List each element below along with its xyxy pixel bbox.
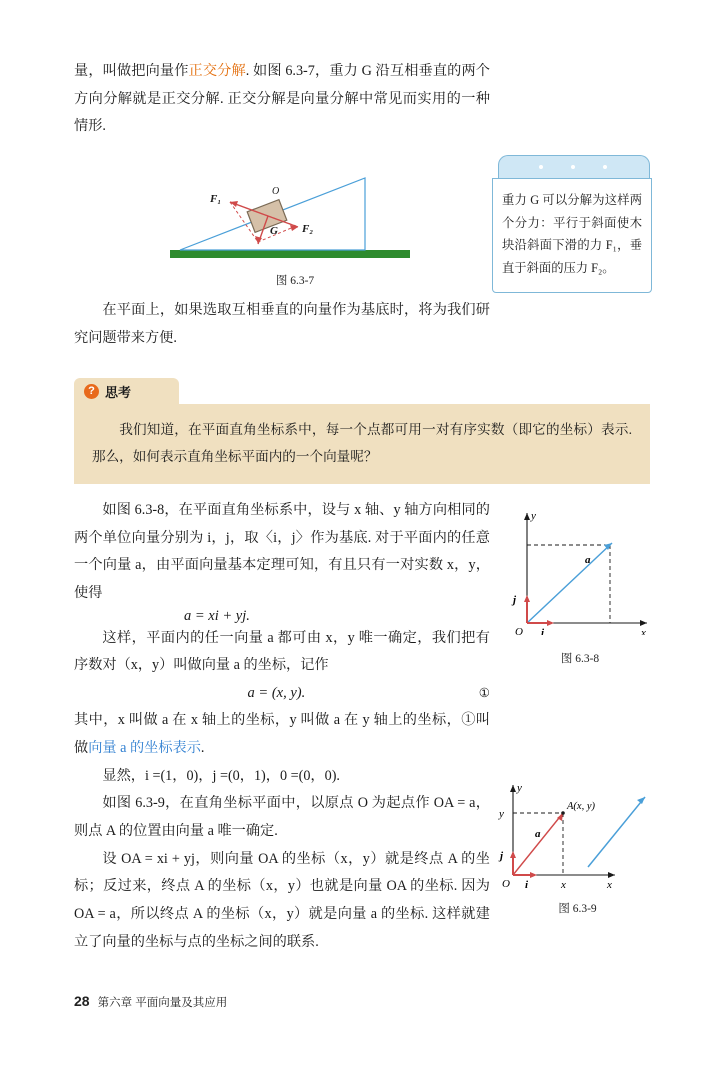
label-xcoord: x [561,879,566,891]
thinking-body: 我们知道，在平面直角坐标系中，每一个点都可用一对有序实数（即它的坐标）表示. 那么，如何表示直角坐标平面内的一个向量呢？ [74,404,650,484]
label-x: x [607,879,612,891]
formula-1: a = xi + yj. [184,607,250,624]
figure-638 [505,505,655,635]
label-g: G [270,225,278,237]
page-footer [74,993,227,1010]
note-card-tab [498,155,650,178]
lower-body [74,497,490,956]
note-dot-1 [539,165,543,169]
top-paragraph-prefix: 量，叫做把向量作 [74,63,189,79]
label-y: y [517,782,522,794]
figure-638-caption: 图 6.3-8 [560,653,600,665]
formula-2-wrapper [74,685,490,702]
label-j: j [500,850,504,862]
formula-2: a = (x, y). [247,685,306,702]
body-paragraph-5: 如图 6.3-9，在直角坐标平面中，以原点 O 为起点作 OA = a，则点 A 的位置由向量 a 唯一确定. [74,795,490,839]
label-j: j [513,594,517,606]
body-paragraph-3a: 其中，x 叫做 a 在 x 轴上的坐标，y 叫做 a 在 y 轴上的坐标，①叫做 [74,712,490,756]
label-o: O [515,626,523,635]
point-a-dot [561,811,565,815]
label-f1: F₁ [210,193,222,205]
chapter-title: 第六章 平面向量及其应用 [97,997,228,1009]
body-paragraph-1: 如图 6.3-8，在平面直角坐标系中，设与 x 轴、y 轴方向相同的两个单位向量分别为 i，j，取〈i，j〉作为基底. 对于平面内的任意一个向量 a，由平面向量基本定理可知，有且只有一对实数 x，y，使得 [74,502,490,602]
note-dot-2 [571,165,575,169]
figure-638-svg [505,505,655,635]
figure-637 [150,150,440,275]
figure-639 [495,775,660,895]
middle-paragraph: 在平面上，如果选取互相垂直的向量作为基底时，将为我们研究问题带来方便. [74,302,490,346]
label-y: y [531,510,536,522]
label-ycoord: y [499,808,504,820]
body-paragraph-6: 设 OA = xi + yj，则向量 OA 的坐标（x，y）就是终点 A 的坐标；反过来，终点 A 的坐标（x，y）也就是向量 OA 的坐标. 因为 OA = a，所以终点 A 的坐标（x，y）就是向量 a 的坐标. 这样就建立了向量的坐标与点的坐标之间的联系. [74,850,490,950]
body-paragraph-4: 显然，i =(1，0)，j =(0，1)，0 =(0，0). [102,767,340,784]
free-vector-a [588,797,645,867]
label-a: a [535,828,541,840]
label-o: O [272,186,280,197]
note-card [492,155,652,293]
label-point-a: A(x, y) [567,801,595,812]
label-o: O [502,878,510,890]
figure-637-svg [150,150,440,275]
coordinate-representation-term: 向量 a 的坐标表示 [88,739,201,756]
note-dot-3 [603,165,607,169]
body-paragraph-3 [74,707,490,762]
label-i: i [525,879,529,891]
label-a: a [585,554,591,566]
vector-oa [513,813,563,875]
page-number: 28 [74,993,90,1009]
top-paragraph [74,58,490,141]
label-f2: F₂ [302,223,314,235]
thinking-tab [74,378,179,404]
question-mark-icon: ? [84,384,99,399]
formula-2-number: ① [478,686,490,701]
body-paragraph-3b: . [200,739,205,756]
ground-bar [170,250,410,258]
figure-639-svg [495,775,660,895]
figure-639-caption: 图 6.3-9 [558,903,597,915]
thinking-label: 思考 [105,384,132,400]
figure-637-caption: 图 6.3-7 [275,275,315,287]
note-card-text: 重力 G 可以分解为这样两个分力：平行于斜面使木块沿斜面下滑的力 F₁，垂直于斜面的压力 F₂。 [492,178,652,293]
top-paragraph-rest: . 如图 6.3-7，重力 G 沿互相垂直的两个方向分解就是正交分解. 正交分解是向量分解中常见而实用的一种情形. [74,63,490,135]
orthogonal-decomposition-term: 正交分解 [188,63,246,79]
vector-a [527,543,612,623]
label-x: x [641,627,646,635]
body-paragraph-2: 这样，平面内的任一向量 a 都可由 x，y 唯一确定，我们把有序数对（x，y）叫做向量 a 的坐标，记作 [74,629,490,674]
label-i: i [541,627,545,635]
